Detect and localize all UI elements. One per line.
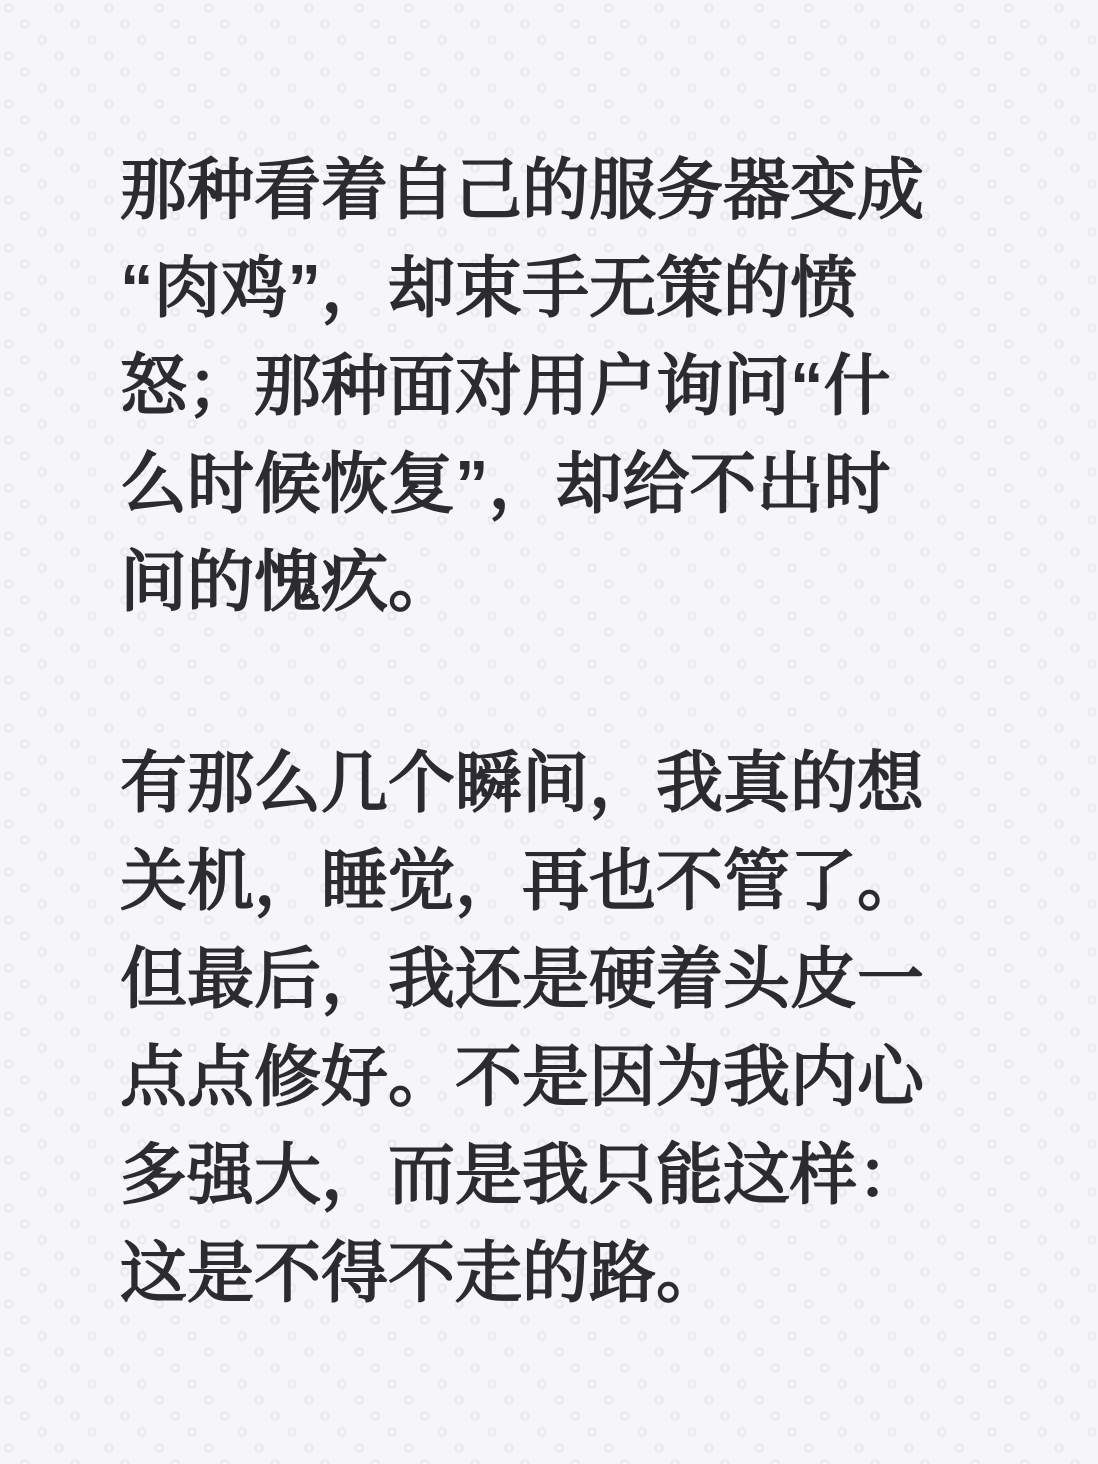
text-line: 有那么几个瞬间，我真的想 xyxy=(120,746,924,821)
text-line: 么时候恢复”，却给不出时 xyxy=(120,447,891,522)
text-line: 多强大，而是我只能这样： xyxy=(120,1138,924,1213)
text-line: 关机，睡觉，再也不管了。 xyxy=(120,844,924,919)
text-line: 怒；那种面对用户询问“什 xyxy=(120,349,891,424)
paragraph xyxy=(120,142,980,632)
text-line: “肉鸡”，却束手无策的愤 xyxy=(120,251,857,326)
text-line: 间的愧疚。 xyxy=(120,545,455,620)
text-line: 这是不得不走的路。 xyxy=(120,1236,723,1311)
text-line: 那种看着自己的服务器变成 xyxy=(120,153,924,228)
text-line: 但最后，我还是硬着头皮一 xyxy=(120,942,924,1017)
paragraph xyxy=(120,735,980,1323)
article-text xyxy=(120,142,980,1323)
text-line: 点点修好。不是因为我内心 xyxy=(120,1040,924,1115)
